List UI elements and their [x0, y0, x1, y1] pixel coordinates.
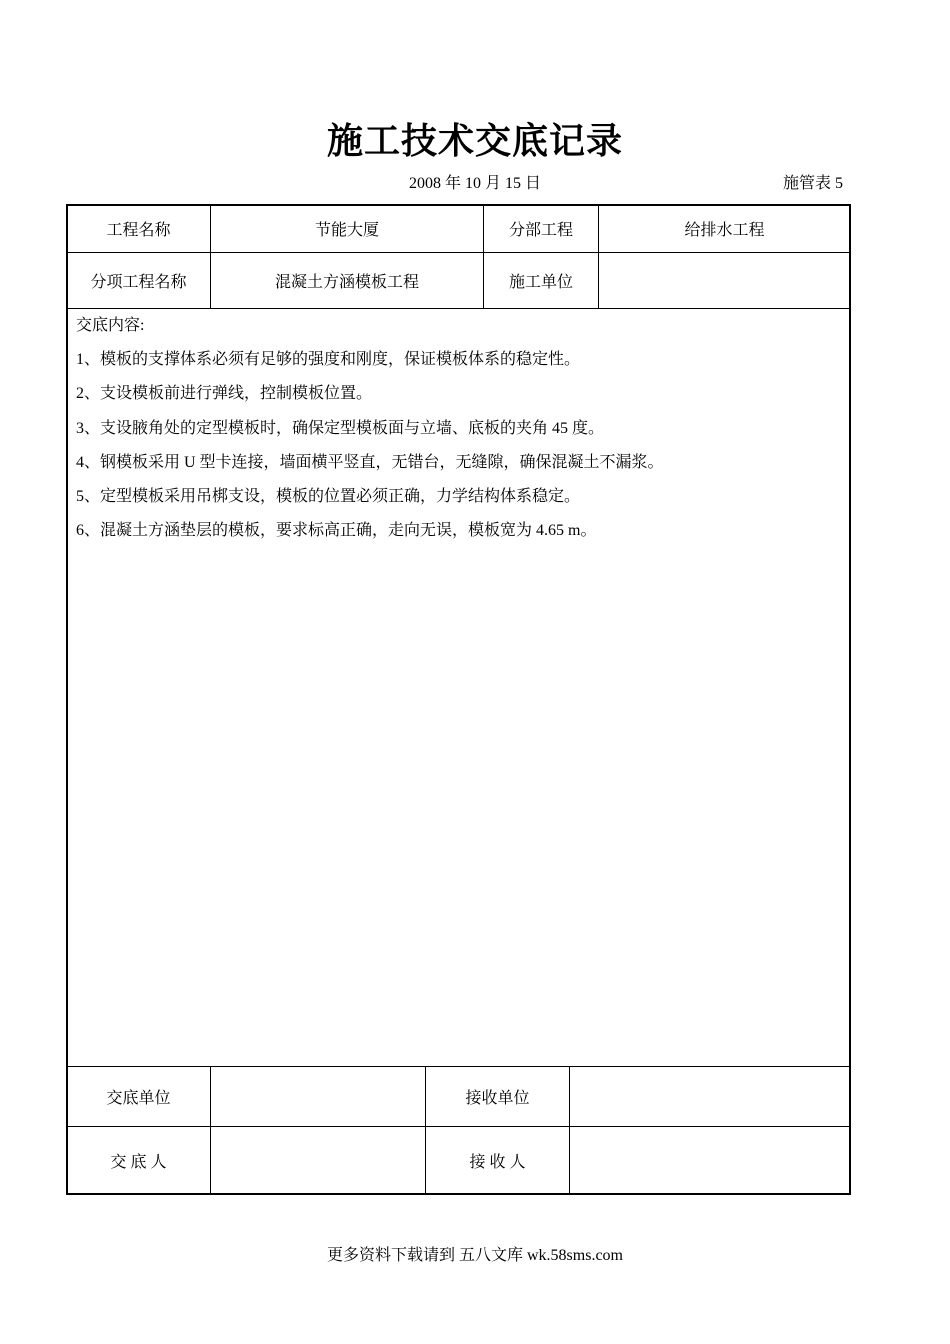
- content-item: 6、混凝土方涵垫层的模板，要求标高正确，走向无误，模板宽为 4.65 m。: [76, 522, 597, 540]
- division-label: 分部工程: [508, 222, 573, 239]
- document-title: 施工技术交底记录: [326, 121, 623, 162]
- construction-unit-value: [599, 253, 850, 308]
- content-item: 4、钢模板采用 U 型卡连接，墙面横平竖直，无错台，无缝隙，确保混凝土不漏浆。: [76, 453, 664, 471]
- content-item: 5、定型模板采用吊梆支设，模板的位置必须正确，力学结构体系稳定。: [76, 487, 581, 505]
- content-item: 3、支设腋角处的定型模板时，确保定型模板面与立墙、底板的夹角 45 度。: [76, 419, 605, 437]
- division-value: 给排水工程: [684, 222, 765, 239]
- receiver-person-label: 接 收 人: [469, 1154, 526, 1171]
- footer-note: 更多资料下载请到 五八文库 wk.58sms.com: [326, 1247, 623, 1264]
- row-divider: [67, 308, 850, 309]
- handover-person-value: [211, 1127, 425, 1194]
- project-name-label: 工程名称: [106, 222, 171, 239]
- sub-project-value: 混凝土方涵模板工程: [274, 274, 419, 291]
- project-name-value: 节能大厦: [314, 222, 379, 239]
- handover-unit-value: [211, 1067, 425, 1126]
- receiver-person-value: [570, 1127, 850, 1194]
- receiver-unit-label: 接收单位: [465, 1090, 530, 1107]
- form-number: 施管表 5: [782, 175, 843, 192]
- handover-unit-label: 交底单位: [106, 1090, 171, 1107]
- handover-person-label: 交 底 人: [110, 1154, 167, 1171]
- receiver-unit-value: [570, 1067, 850, 1126]
- content-heading: 交底内容:: [76, 317, 145, 334]
- sub-project-label: 分项工程名称: [90, 274, 187, 291]
- construction-unit-label: 施工单位: [508, 274, 573, 291]
- handover-content: [76, 314, 836, 553]
- record-date: 2008 年 10 月 15 日: [408, 175, 541, 192]
- content-item: 2、支设模板前进行弹线，控制模板位置。: [76, 385, 373, 403]
- content-item: 1、模板的支撑体系必须有足够的强度和刚度，保证模板体系的稳定性。: [76, 351, 581, 369]
